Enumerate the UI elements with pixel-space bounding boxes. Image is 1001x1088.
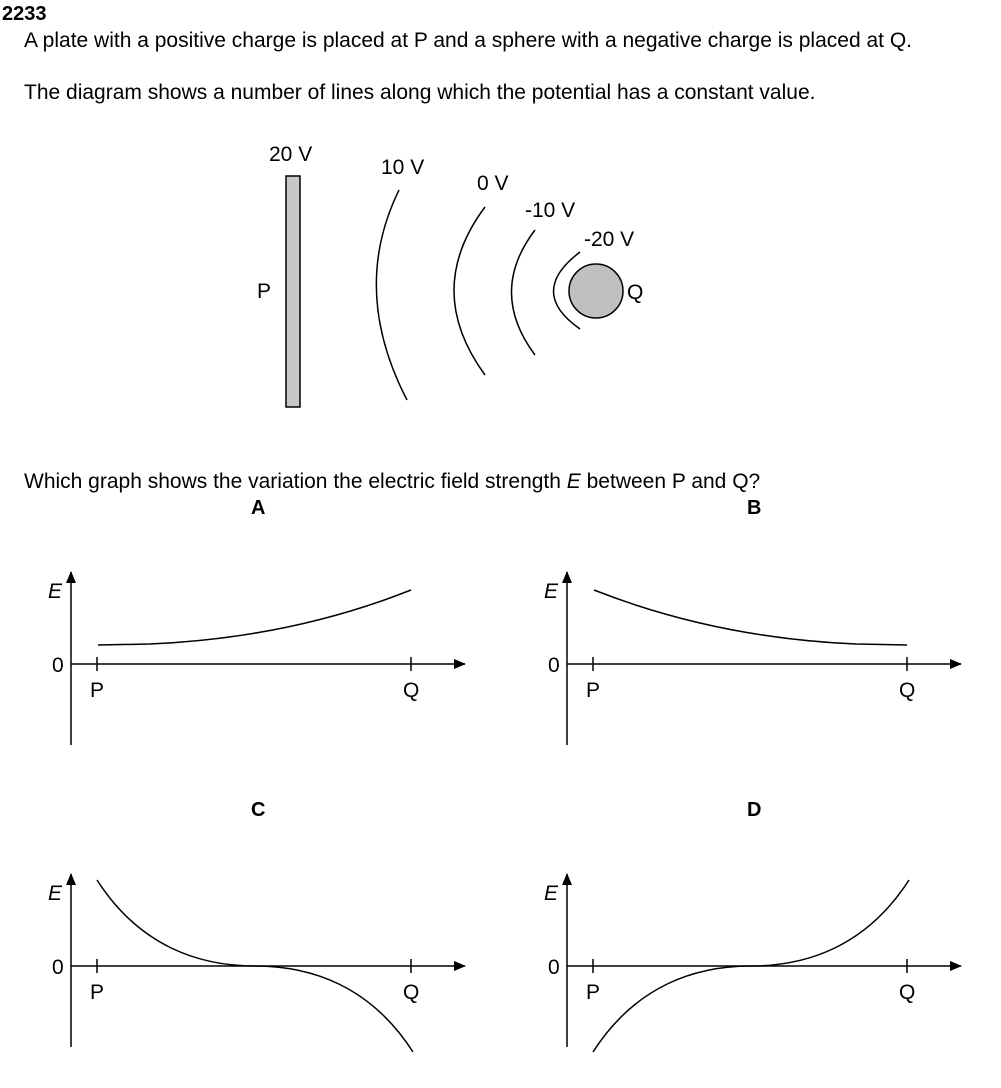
graph-c-y-label: E bbox=[48, 882, 63, 905]
label-minus-10v: -10 V bbox=[525, 199, 576, 222]
prompt-variable: E bbox=[566, 470, 581, 493]
question-prompt bbox=[24, 470, 760, 494]
graph-b-p: P bbox=[586, 679, 601, 702]
graph-a-origin: 0 bbox=[52, 654, 64, 677]
equipotential-diagram bbox=[0, 0, 1001, 440]
question-text-line1: A plate with a positive charge is placed at P and a sphere with a negative charge is placed at Q. bbox=[24, 29, 912, 52]
graph-b[interactable] bbox=[496, 560, 996, 760]
prompt-after: between P and Q? bbox=[580, 470, 761, 493]
graph-b-origin: 0 bbox=[548, 654, 560, 677]
equipotential-minus-10v bbox=[512, 230, 536, 355]
option-b-label[interactable]: B bbox=[747, 497, 762, 519]
label-20v: 20 V bbox=[269, 143, 313, 166]
option-c-label[interactable]: C bbox=[251, 799, 266, 821]
question-number: 2233 bbox=[2, 3, 47, 25]
charged-plate bbox=[286, 176, 300, 407]
option-a-label[interactable]: A bbox=[251, 497, 266, 519]
question-text-line2: The diagram shows a number of lines along which the potential has a constant value. bbox=[24, 81, 816, 104]
graph-d-p: P bbox=[586, 981, 601, 1004]
equipotential-0v bbox=[454, 207, 485, 375]
graph-a-q: Q bbox=[403, 679, 420, 702]
curve-a bbox=[98, 590, 411, 645]
charged-sphere bbox=[569, 264, 623, 318]
option-d-label[interactable]: D bbox=[747, 799, 762, 821]
label-minus-20v: -20 V bbox=[584, 228, 635, 251]
graph-c-origin: 0 bbox=[52, 956, 64, 979]
graph-a-y-label: E bbox=[48, 580, 63, 603]
graph-c-p: P bbox=[90, 981, 105, 1004]
graph-a[interactable] bbox=[0, 560, 500, 760]
graph-c-q: Q bbox=[403, 981, 420, 1004]
curve-b bbox=[594, 590, 907, 645]
graph-b-q: Q bbox=[899, 679, 916, 702]
equipotential-10v bbox=[376, 190, 407, 400]
graph-d-y-label: E bbox=[544, 882, 559, 905]
graph-a-p: P bbox=[90, 679, 105, 702]
graph-b-y-label: E bbox=[544, 580, 559, 603]
label-10v: 10 V bbox=[381, 156, 425, 179]
graph-d-origin: 0 bbox=[548, 956, 560, 979]
graph-d[interactable] bbox=[496, 862, 996, 1062]
prompt-before: Which graph shows the variation the electric field strength bbox=[24, 470, 567, 493]
graph-d-q: Q bbox=[899, 981, 916, 1004]
sphere-label: Q bbox=[627, 281, 644, 304]
label-0v: 0 V bbox=[477, 172, 509, 195]
plate-label: P bbox=[257, 280, 272, 303]
graph-c[interactable] bbox=[0, 862, 500, 1062]
